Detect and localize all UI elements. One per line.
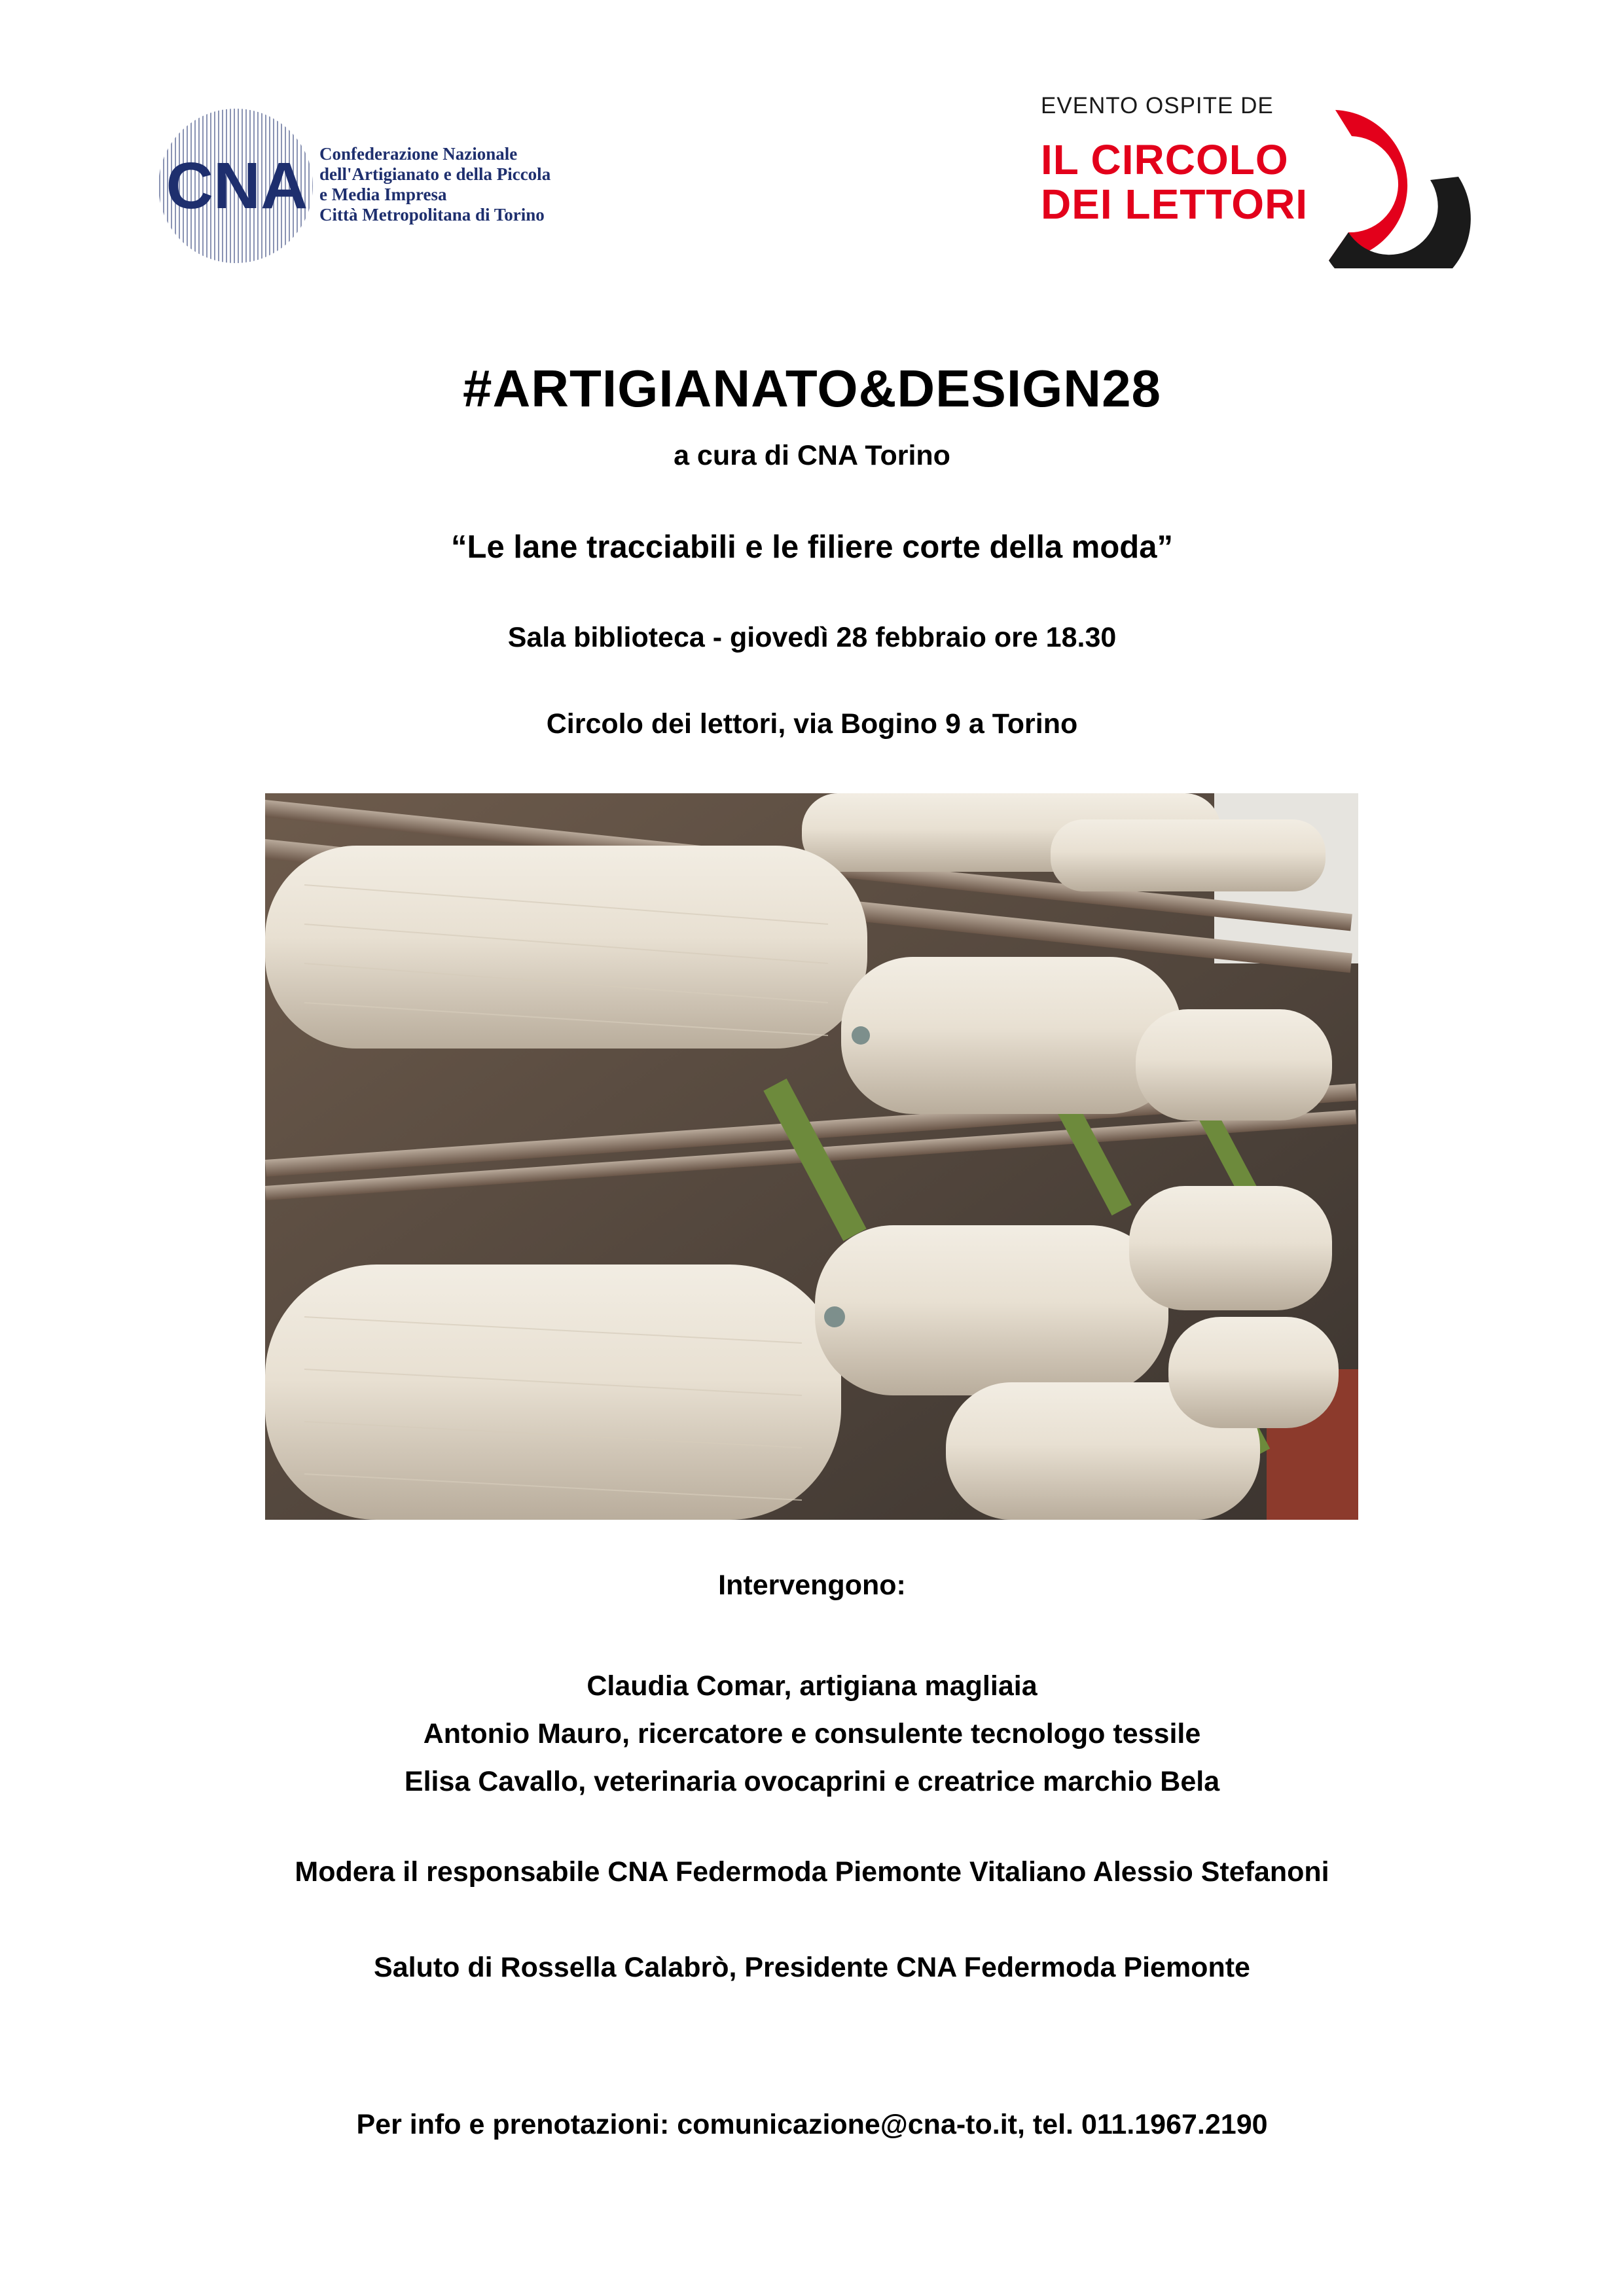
cna-line-4: Città Metropolitana di Torino — [319, 205, 545, 224]
event-title: #ARTIGIANATO&DESIGN28 — [462, 359, 1162, 418]
cna-line-2: dell'Artigianato e della Piccola — [319, 164, 551, 184]
speaker-item: Antonio Mauro, ricercatore e consulente tecnologo tessile — [423, 1718, 1201, 1749]
circolo-subtitle: EVENTO OSPITE DE — [1041, 93, 1274, 118]
cna-line-1: Confederazione Nazionale — [319, 144, 518, 164]
event-date: Sala biblioteca - giovedì 28 febbraio ore 18.30 — [507, 622, 1117, 653]
speakers-list — [0, 1662, 1624, 1806]
cna-globe-icon — [157, 103, 321, 268]
info-line: Per info e prenotazioni: comunicazione@cna-to.it, tel. 011.1967.2190 — [356, 2109, 1268, 2140]
speakers-heading: Intervengono: — [718, 1570, 906, 1601]
moderator-line: Modera il responsabile CNA Federmoda Piemonte Vitaliano Alessio Stefanoni — [295, 1856, 1329, 1888]
circolo-name-line-2: DEI LETTORI — [1041, 181, 1308, 228]
speaker-item: Elisa Cavallo, veterinaria ovocaprini e creatrice marchio Bela — [404, 1766, 1220, 1797]
greeting-line: Saluto di Rossella Calabrò, Presidente CNA Federmoda Piemonte — [374, 1952, 1250, 1983]
circolo-name-line-1: IL CIRCOLO — [1041, 136, 1289, 183]
event-subtitle: “Le lane tracciabili e le filiere corte della moda” — [451, 529, 1173, 565]
cna-line-3: e Media Impresa — [319, 185, 447, 204]
event-curator: a cura di CNA Torino — [674, 440, 950, 471]
circolo-mark-icon — [1309, 98, 1479, 268]
speaker-item: Claudia Comar, artigiana magliaia — [586, 1670, 1038, 1702]
cna-mark: CNA — [166, 149, 308, 223]
cna-logo — [157, 103, 602, 268]
circolo-name — [1041, 137, 1308, 226]
event-place: Circolo dei lettori, via Bogino 9 a Torino — [546, 708, 1078, 740]
cna-logo-text — [319, 144, 607, 225]
circolo-logo — [1041, 92, 1499, 275]
yarn-bobbins-photo — [265, 793, 1358, 1520]
